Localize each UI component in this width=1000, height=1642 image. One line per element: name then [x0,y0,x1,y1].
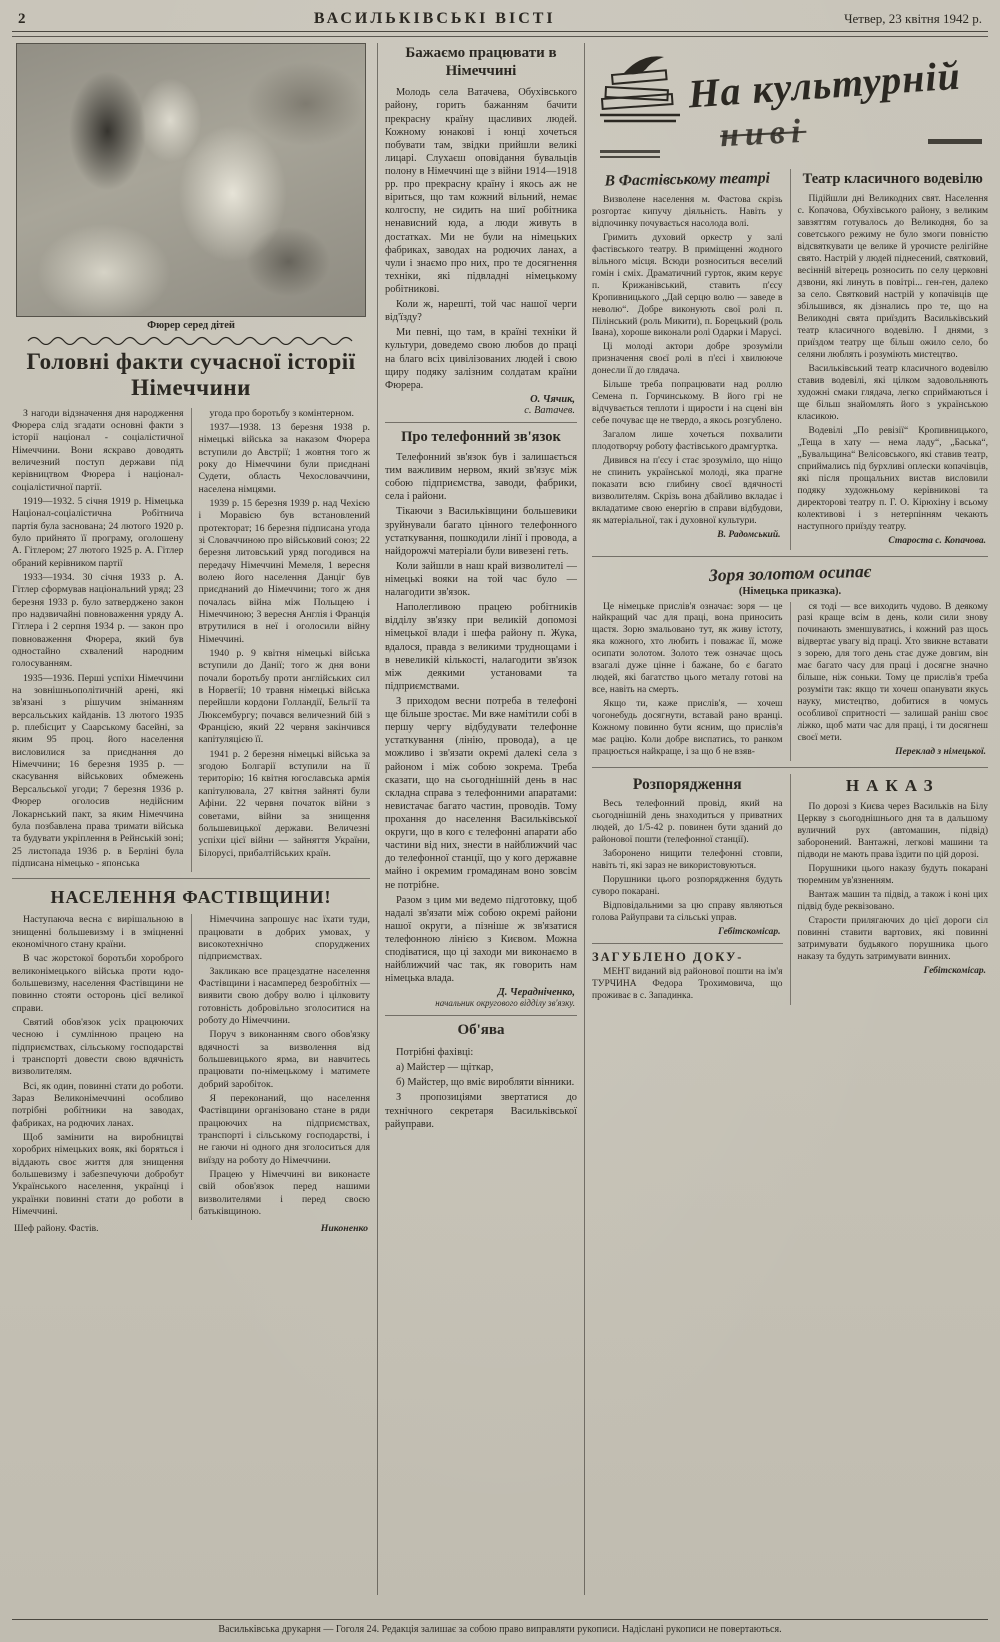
paragraph: Визволене населення м. Фастова скрізь розгортає кипучу діяльність. Навіть у відпочинку почувається насолода волі. [592,194,783,229]
article-title-lost-document: ЗАГУБЛЕНО ДОКУ- [592,949,744,964]
masthead-deco-dash [928,139,982,144]
cultural-masthead [592,43,988,165]
directive-body [592,799,783,925]
paragraph: Телефонний зв'язок був і залишається тим важливим нервом, який зв'язує між собою підприємства, заводи, фабрики, села і райони. [385,452,577,503]
paragraph: 1937—1938. 13 березня 1938 р. німецькі війська за наказом Фюрера вступили до Австрії; 1 жовтня того ж року до Німеччини були приєднані Судети, область Чехословаччини, населена німцями. [198,421,370,495]
paragraph: Наступаюча весна є вирішальною в знищенні большевизму і в зміцненні економічного стану країни. [12,914,184,950]
paragraph: Заборонено нищити телефонні стовпи, навіть ті, які зараз не використовуються. [592,849,783,871]
paragraph: Всі, як один, повинні стати до роботи. Зараз Великонімеччині особливо потрібні робітники на заводах, фабриках, на родючих ланах. [12,1080,184,1129]
fastiv-theater-body [592,195,783,528]
masthead-deco-bars [600,147,660,161]
books-and-quill-icon [594,49,686,135]
paragraph: Потрібні фахівці: [396,1047,474,1059]
directive-signature: Гебітскомісар. [718,926,781,937]
proverb-col2 [798,602,989,746]
vaudeville-body [798,194,989,533]
section-rule [592,767,988,768]
paragraph: Працею у Німеччині ви виконаєте свій обов'язок перед нашими визволителями і перед своєю батьківщиною. [198,1169,370,1218]
paragraph: Підійшли дні Великодних свят. Населення с. Копачова, Обухівського району, з великим завзяттям готувалось до Великодня, бо за советського режиму не було змоги повністю відсвяткувати це велике й урочисте релігійне свято. Настрій у людей піднесений, святковий, весінній вітерець розносить по селу церковні дзвони, які линуть в повітрі... ген-ген, далеко за село. Святковий настрій у копачівців ще збільшився, як дізнались про те, що на Великодні свята приїздить Васильківський театр класичного водевілю. І днями, з приїздом театру ще більш ожило село, бо селяни люблять і розуміють мистецтво. [797,194,988,360]
column-rule [584,43,585,1595]
section-rule [592,556,988,557]
paragraph: 1935—1936. Перші успіхи Німеччини на зовнішньополітичній арені, які зв'язані з рішучим зніманням версальських кайданів. 13 лютого 1935 р. плебісцит у Саарському басейні, за яким 95 проц. його населення висловилися за приєднання до Німеччини; 16 березня 1935 р. — скасування військових обмежень Версальської угоди; 7 березня 1936 р. Фюрер оголосив недійсним Локарнський пакт, за яким Німеччина була позбавлена права тримати війська та будувати укріплення в Рейнській зоні; 25 листопада 1936 р. в Берліні була підписана німецько - японська [12,672,184,869]
paragraph: ся тоді — все виходить чудово. В деякому разі краще всім в день, коли сили знову починають зменшуватись, і кожний раз щось відвертає увагу від праці. Хто звикне вставати з зорею, для того день стає дуже довгим, він має багато часу для праці і досягне значно більше, ніж соньки. Тому це прислів'я треба розуміти так: якщо ти хочеш опанувати якусь науку, мистецтво, добитися в чомусь особливої спритності — залишай раніш своє ліжко, щоб мати час для праці, і ти досягнеш своєї мети. [797,601,988,744]
order-article [790,774,989,1005]
theater-columns [592,169,988,550]
photo-figure [16,43,366,331]
paragraph: Поруч з виконанням свого обов'язку вдячності за визволення від большевицького ярма, ви навчитесь працювати по-німецькому і матимете добрий заробіток. [198,1029,370,1090]
signature-role: Шеф району. Фастів. [14,1224,99,1235]
column-rule [377,43,378,1595]
fastiv-theater-signature: В. Радомський. [717,529,781,540]
article-title-order: НАКАЗ [845,776,940,796]
content-columns [12,43,988,1595]
page-header [12,8,988,28]
article-title-work-germany: Бажаємо працювати в Німеччині [405,45,557,79]
article-title-proverb: Зоря золотом осипає [708,560,872,585]
vaudeville-article [790,169,989,550]
paragraph: 1939 р. 15 березня 1939 р. над Чехією і Моравією був встановлений протекторат; 16 березня підписана угода зі Словаччиною про військовий союз; 22 березня литовський уряд погодився на передачу Німеччині Мемеля, 1 вересня волею його населення Данціг був приєднаний до Німеччини; того ж дня почалась війна між Польщею і Німеччиною; 3 вересня Англія і Франція втрутилися в неї і оголосили війну Німеччині. [198,497,370,645]
photo-caption: Фюрер серед дітей [147,320,235,331]
squiggle-divider [26,335,356,345]
paragraph: Водевілі „По ревізії“ Кропивницького, „Теща в хату — нема ладу“, „Баська“, „Бувальщина“ Велісовського, які ставив театр, сприймались під бурхливі оплески копачівців, які після прощальних вистав висловили подяку художньому керівникові та директорові театру п. Г. О. Кірюхіну і всьому колективові і з нетерпінням чекають наступного приїзду театру. [797,425,988,532]
vaudeville-signature: Староста с. Копачова. [888,535,986,546]
section-rule [12,878,370,879]
population-columns [12,914,370,1220]
proverb-signature: Переклад з німецької. [895,747,986,758]
paragraph: Коли ж, нарешті, той час нашої черги від'їзду? [385,299,577,324]
section-rule [592,943,783,944]
paragraph: Щоб замінити на виробництві хоробрих німецьких вояк, які боряться і віддають своє життя для знищення большевизму і забезпечуючи добробут Українського населення, українці і українки повинні стати до роботи в Німеччині. [12,1132,184,1218]
proverb-col2-wrap [790,602,989,762]
section-rule [385,422,577,423]
fuhrer-children-photo [16,43,366,317]
paragraph: Ці молоді актори добре зрозуміли призначення своєї ролі в п'єсі і хвилююче донесли її до глядача. [592,342,783,377]
orders-columns [592,774,988,1005]
right-band [592,43,988,1595]
paragraph: В час жорстокої боротьби хороброго великонімецького війська проти юдо-большевизму, населення Фастівщини не повинно стояти осторонь цієї великої справи. [12,953,184,1014]
page-number: 2 [18,11,26,27]
paragraph: б) Майстер, що вміє виробляти вінники. [396,1077,575,1089]
paragraph: Закликаю все працездатне населення Фастівщини і насамперед безробітніх — виявити свою добру волю і цілковиту готовність добровільно зголоситися на роботу до Німеччини. [198,965,370,1026]
paragraph: 1941 р. 2 березня німецькі війська за згодою Болгарії вступили на її територію; 16 квітня югославська армія капітулювала, 27 квітня зайняті були Афіни. 22 червня початок війни з советами, війни за знищення большевицької держави. Величезні успіхи цієї війни — зайняття України, Білорусі, прибалтійських країн. [198,748,370,859]
order-body [798,802,989,964]
paragraph: Вантаж машин та підвід, а також і коні цих підвід буде реквізовано. [797,889,988,912]
article-title-telephone: Про телефонний зв'язок [401,428,561,445]
paragraph: Молодь села Ватачева, Обухівського району, горить бажанням бачити прекрасну країну щасливих людей. Кожному юнакові і юнці хочеться побувати там, звідки прийшли великі лицарі. Слухаєш оповідання бувальців полону в Німеччині ще з війни 1914—1918 рр. про прекрасну країну і якось аж не віриться, що там кожний вільний, немає колгоспу, не сидить на шиї робітника ненависний юда, а люди живуть в достатках. Ми не були на німецьких фабриках, заводах на родючих ланах, а чули і знаємо про них, про те досягнення техніки, які підвладні німецькому робітникові. [385,87,577,296]
order-signature: Гебітскомісар. [923,965,986,976]
paragraph: угода про боротьбу з комінтерном. [209,407,354,419]
issue-date: Четвер, 23 квітня 1942 р. [844,11,982,26]
section-rule [385,1015,577,1016]
paragraph: 1933—1934. 30 січня 1933 р. А. Гітлер сформував національний уряд; 23 березня 1933 р. було затверджено закон про надзвичайні повноваження уряду А. Гітлера і 2 серпня 1934 р. — закон про повноваження Фюрера, який був одностайно схвалений народним голосуванням. [12,571,184,670]
left-band [12,43,370,1595]
paragraph: Більше треба попрацювати над роллю Семена п. Горчинському. В його грі не відчувається теплоти і щирости і на сцені він себе почуває ще не твердо, а якось розгублено. [592,380,783,427]
article-title-directive: Розпорядження [632,776,742,794]
paragraph: Якщо ти, каже прислів'я, — хочеш чогонебудь досягнути, вставай рано вранці. Кожному повинно бути ясним, що прислів'я має рацію. Коли добре виспатись, то ранком працюється найкраще, і за що б не взяв- [592,699,783,758]
paragraph: По дорозі з Києва через Васильків на Білу Церкву з сьогоднішнього дня та в дальшому вуличний рух (автомашин, підвід) заборонений. Вантажні, легкові машини та підводи не мають права їздити по цій дорозі. [797,802,988,861]
proverb-subtitle: (Німецька приказка). [738,585,842,597]
work-germany-body [385,86,577,392]
paragraph: Це німецьке прислів'я означає: зоря — це найкращий час для праці, вона приносить щастя. Зорю змальовано тут, як живу істоту, яка кожного, хто любить і поважає її, може осипати золотом. Золото теж означає щось взагалі дуже цінне і бажане, бо є багато людей, які багатство цього металу готові на все, навіть на смерть. [592,601,783,696]
signature-name: Д. Черадніченко, [497,987,575,999]
paragraph: Гримить духовий оркестр у залі фастівського театру. В приміщенні жодного вільного місця. Всюди розноситься веселий гомін і сміх. Драматичний гурток, яким керує п. Крижанівський, ставить п'єсу Кропивницького „Дай серцю волю — заведе в неволю“. Добре виконують свої ролі п. Пілінський (роль Микити), п. Борецький (роль Івана), хороше виконали ролі Одарки і Марусі. [592,232,783,339]
paragraph: Дивився на п'єсу і стає зрозуміло, що ніщо не спинить української молоді, яка прагне показати всю глибину своєї вдячності визволителям. Скрізь вона дбайливо вкладає і вкладатиме свою енергію в справи відбудови, як матеріальної, так і духовної культури. [592,456,783,526]
paragraph: З нагоди відзначення дня народження Фюрера слід згадати основні факти з історії націонал - соціалістичної Німеччини. Вони яскраво доводять величезний поступ держави під керівництвом Фюрера і націонал-соціалістичної партії. [12,407,184,493]
paragraph: Святий обов'язок усіх працюючих чесною і сумлінною працею на підприємствах, сільському господарстві і транспорті довести свою вдячність визволителям. [12,1016,184,1078]
paragraph: 1919—1932. 5 січня 1919 р. Німецька Націонал-соціалістична Робітнича партія була заснована; 24 лютого 1920 р. було прийнято її програму, оголошену А. Гітлером; 27 лютого 1925 р. А. Гітлер обраний керівником партії [12,495,184,569]
middle-band [385,43,577,1595]
header-rule [12,31,988,37]
paragraph: 1940 р. 9 квітня німецькі війська вступили до Данії; того ж дня вони почали боротьбу проти англійських сил в Норвегії; 10 травня німецькі війська перейшли кордони Голландії, Бельгії та Люксембургу; почався величезний бій з Францією, який 22 червня закінчився капітуляцією її. [198,648,370,746]
proverb-col1 [592,602,783,762]
population-col1 [12,914,184,1220]
article-title-announcement: Об'ява [457,1022,505,1039]
paragraph: З пропозиціями звертатися до технічного секретаря Васильківської райуправи. [385,1092,577,1130]
paragraph: Васильківський театр класичного водевілю ставив водевілі, які цілком задовольняють художні смаки глядача, легко сприймаються і ще більш знайомлять його з українською класикою. [797,363,988,422]
proverb-columns [592,602,988,762]
paragraph: Старости прилягаючих до цієї дороги сіл повинні ставити вартових, які повинні затримувати будьякого порушника цього наказу та будуть затримувати винних. [797,915,988,962]
paragraph: Німеччина запрошує нас їхати туди, працювати в добрих умовах, у високотехнічно споруджених підприємствах. [198,914,370,963]
paragraph: Я переконаний, що населення Фастівщини організовано стане в ряди працюючих на підприємствах, транспорті і сільському господарстві, і не гаючи ні одного дня зголоситься для виїзду на роботу до Німеччини. [198,1093,370,1166]
paragraph: З приходом весни потреба в телефоні ще більше зростає. Ми вже намітили собі в першу чергу відбудувати телефонне устаткування (лінію, провода), а це можливо і зв'язати окремі далекі села з районом і між собою зокрема. Треба сказати, що на сьогоднішній день в нас складна справа з телефонними апаратами: невистачає багато частин, проводів. Тому прохання до населення Васильківської округи, що в кого є телефонні апарати або частини від них, знести в найближчий час до телефонної станції, що у кого державне майно і окремим громадянам воно зовсім не потрібне. [385,695,577,891]
paragraph: Загалом лише хочеться похвалити плодотворчу роботу фастівського драмгуртка. [592,430,783,453]
signature-name: Никоненко [320,1223,368,1235]
article-title-main-facts: Головні факти сучасної історії Німеччини [26,349,356,400]
article-title-fastiv-theater: В Фастівському театрі [604,169,771,190]
fastiv-theater-article [592,169,783,550]
announcement-body [385,1046,577,1131]
lost-document-body [592,967,783,1003]
paragraph: Відповідальними за цю справу являються голова Райуправи та сільські управ. [592,900,783,923]
article-title-vaudeville: Театр класичного водевілю [802,171,983,187]
paragraph: МЕНТ виданий від районової пошти на ім'я ТУРЧИНА Федора Трохимовича, що проживає в с. Западинка. [592,966,783,1001]
paragraph: Порушники цього розпорядження будуть суворо покарані. [592,874,783,897]
population-signature [14,1223,368,1234]
signature-role: начальник округового відділу зв'язку. [435,998,575,1009]
signature-name: О. Чячик, [530,393,575,405]
paragraph: Ми певні, що там, в країні техніки й культури, доведемо свою любов до праці на благо всіх цивілізованих людей і свою щиру подяку залізним солдатам країни Фюрера. [385,327,577,391]
article-title-population: НАСЕЛЕННЯ ФАСТІВЩИНИ! [50,887,332,908]
population-col2 [191,914,371,1220]
paragraph: Порушники цього наказу будуть покарані тюремним ув'язненням. [797,863,988,886]
main-facts-col1 [12,408,184,873]
paragraph: Разом з цим ми ведемо підготовку, щоб надалі зв'язати між собою окремі райони нашої округи, а пізніше ж зв'язатися телефонною лінією з Києвом. Можна сподіватися, що ці заходи ми виконаємо в найближчий час так, як говорить нам німецька влада. [385,894,577,985]
paragraph: Весь телефонний провід, який на сьогоднішній день знаходиться у приватних людей, до 1/5-42 р. повинен бути зданий до районової пошти (телефонної станції). [592,799,783,846]
newspaper-title: ВАСИЛЬКІВСЬКІ ВІСТІ [313,10,556,27]
paragraph: Коли зайшли в наш край визволителі — німецькі вояки на той час було — налагодити зв'язок. [385,560,577,599]
main-facts-col2 [191,408,371,873]
telephone-signature [387,987,575,1009]
paragraph: Наполегливою працею робітників відділу зв'язку при великій допомозі німецької влади і шефа району п. Жука, вдалося, правда з великими труднощами і в невеликій кількості, налагодити зв'язок між деякими установами та підприємствами. [385,602,577,692]
main-facts-columns [12,408,370,873]
imprint-footer: Васильківська друкарня — Гоголя 24. Редакція залишає за собою право виправляти рукописи. Надіслані рукописи не повертаються. [12,1619,988,1635]
telephone-body [385,451,577,985]
work-germany-signature [387,394,575,416]
cultural-masthead-line2: ниві [719,112,808,155]
cultural-masthead-line1: На культурній [686,52,963,117]
paragraph: а) Майстер — щіткар, [396,1062,494,1074]
paragraph: Тікаючи з Васильківщини большевики зруйнували багато цінного телефонного устаткування, пошкодили лінії і провода, а найдорожчі матеріали були вивезені геть. [385,506,577,557]
signature-place: с. Ватачев. [524,404,575,416]
directive-article [592,774,783,1005]
